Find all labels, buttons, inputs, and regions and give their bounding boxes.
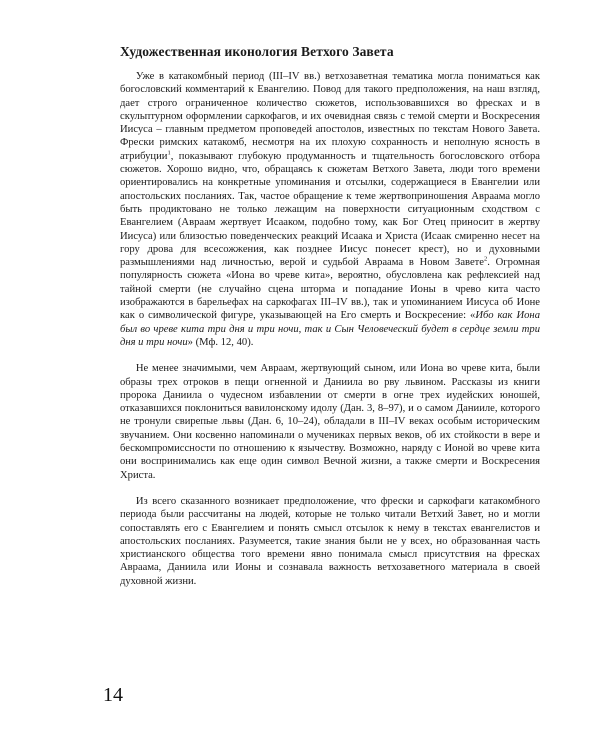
paragraph-2: Не менее значимыми, чем Авраам, жертвующий сыном, или Иона во чреве кита, были образы трех отроков в пещи огненной и Даниила во рву львином. Рассказы из книги пророка Даниила о чудесном избавлении от смерти в огне трех иудейских юношей, отказавшихся поклониться вавилонскому идолу (Дан. 3, 8–97), и о самом Данииле, которого не тронули свирепые львы (Дан. 6, 10–24), обладали в III–IV веках особым историческим звучанием. Они косвенно напоминали о мучениках первых веков, об их стойкости в вере и бескомпромиссности по отношению к язычеству. Возможно, наряду с Ионой во чреве кита они воспринимались как еще один символ Вечной жизни, а также смерти и Воскресения Христа. bbox=[120, 363, 540, 481]
paragraph-1 bbox=[120, 70, 540, 349]
paragraph-3: Из всего сказанного возникает предположение, что фрески и саркофаги катакомбного периода были рассчитаны на людей, которые не только читали Ветхий Завет, но и могли сопоставлять его с Евангелием и понять смысл отсылок к нему в текстах евангелистов и апостольских посланиях. Разумеется, такие знания были не у всех, но образованная часть христианского общества того времени явно понимала смысл присутствия на фресках Авраама, Даниила или Ионы и сознавала важность ветхозаветного материала в своей духовной жизни. bbox=[120, 495, 540, 587]
footnote-ref-1: 1 bbox=[167, 149, 171, 157]
paragraph-1-part-2: , показывают глубокую продуманность и тщательность богословского отбора сюжетов. Хорошо видно, что, обращаясь к сюжетам Ветхого Завета, люди того времени ориентировались на конкретные упоминания и отсылки, содержащиеся в Евангелии или апостольских посланиях. Так, частое обращение к теме жертвоприношения Авраама могло быть продиктовано не только лежащим на поверхности ситуационным сходством с Евангелием (Авраам жертвует Исааком, подобно тому, как Бог Отец приносит в жертву Иисуса) или близостью поведенческих реакций Исаака и Христа (Исаак смиренно несет на гору дрова для всесожжения, как позднее Иисус понесет крест), но и духовными размышлениями над личностью, верой и судьбой Авраама в Новом Завете bbox=[120, 150, 540, 269]
footnote-ref-2: 2 bbox=[484, 255, 488, 263]
running-head-title: Художественная иконология Ветхого Завета bbox=[120, 44, 394, 59]
page-number: 14 bbox=[103, 684, 123, 706]
body-text bbox=[120, 70, 540, 588]
paragraph-1-part-3: . Огромная популярность сюжета «Иона во чреве кита», вероятно, обусловлена как рефлексией над тайной смерти (не случайно сцена шторма и попадание Ионы в чрево кита часто изображаются в барельефах на саркофагах III–IV вв.), так и упоминанием Иисуса об Ионе как о символической фигуре, указывающей на Его смерть и Воскресение: « bbox=[120, 257, 540, 322]
paragraph-1-part-4: » (Мф. 12, 40). bbox=[187, 336, 254, 348]
gospel-quote: Ибо как Иона был во чреве кита три дня и три ночи, так и Сын Человеческий будет в сердце земли три дня и три ночи bbox=[120, 310, 540, 348]
paragraph-1-part-1: Уже в катакомбный период (III–IV вв.) ветхозаветная тематика могла пониматься как богословский комментарий к Евангелию. Повод для такого предположения, на наш взгляд, дает строго ограниченное количество сюжетов, использовавшихся во фресках и в скульптурном оформлении саркофагов, и их очевидная связь с темой смерти и Воскресения Иисуса – главным предметом проповедей апостолов, известных по текстам Нового Завета. Фрески римских катакомб, несмотря на их плохую сохранность и неполную ясность в атрибуции bbox=[120, 71, 540, 162]
